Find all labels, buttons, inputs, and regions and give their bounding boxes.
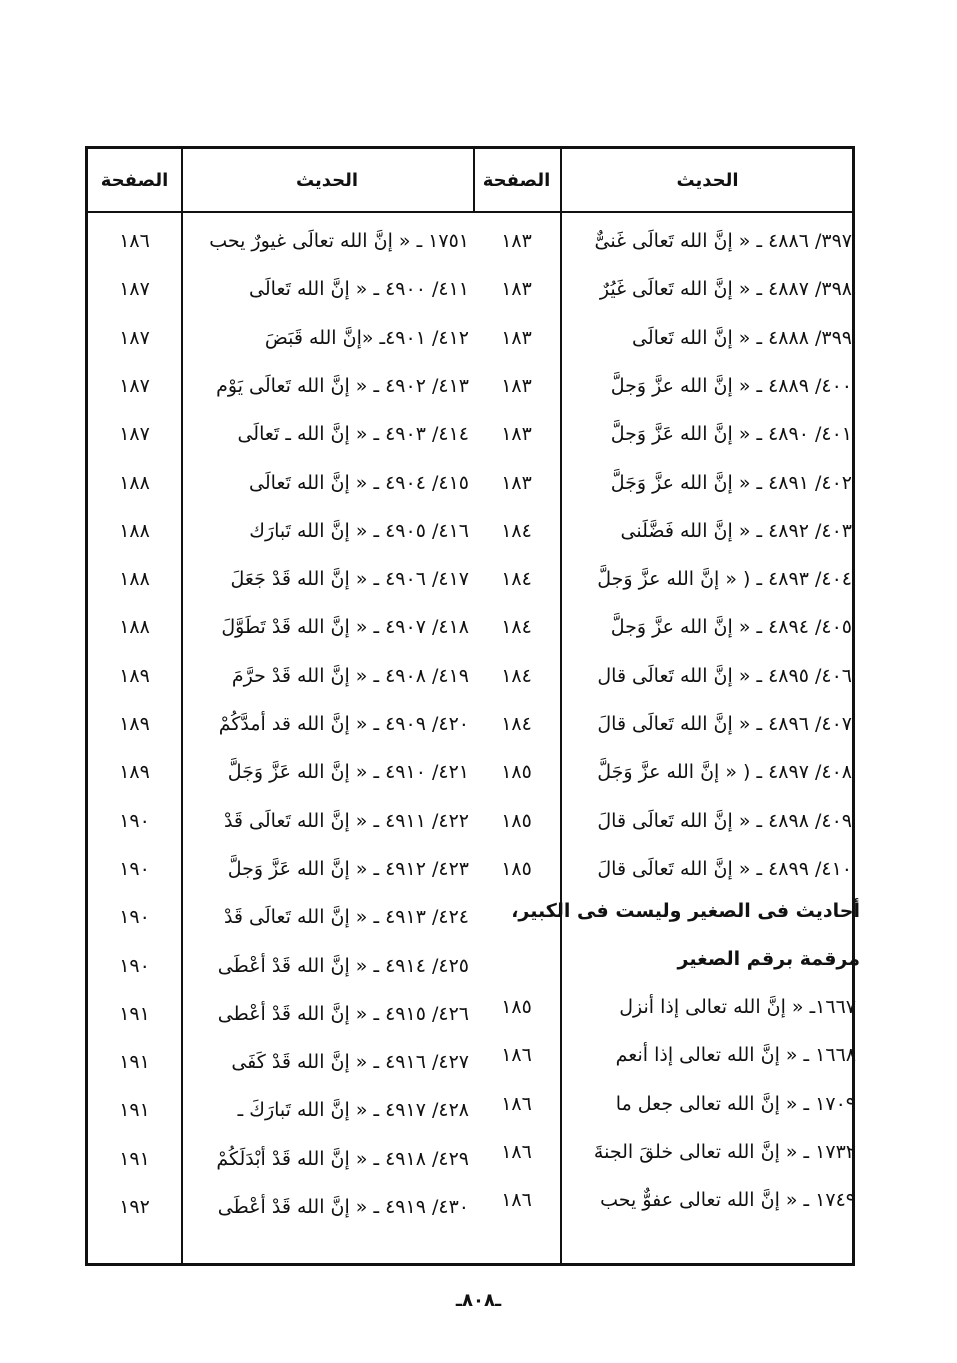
left-page-number: ١٩٠ <box>119 809 150 832</box>
right-page-number: ١٨٤ <box>501 616 532 639</box>
right-hadith-entry: ٣٩٩/ ٤٨٨٨ ـ « إنَّ الله تَعالَى <box>632 326 852 349</box>
left-hadith-entry: ١٧٥١ ـ « إنَّ الله تعالَى غيورٌ يحب <box>209 230 469 252</box>
right-page-number: ١٨٤ <box>501 664 532 687</box>
right-hadith-entry: ٤٠٠/ ٤٨٨٩ ـ « إنَّ الله عزَّ وَجلَّ <box>610 374 852 397</box>
right-page-number: ١٨٣ <box>501 230 532 252</box>
right-hadith-entry: ٤٠٧/ ٤٨٩٦ ـ « إنَّ الله تَعالَى قالَ <box>597 713 852 735</box>
right-hadith-entry: ٤١٠/ ٤٨٩٩ ـ « إنَّ الله تَعالَى قالَ <box>597 857 852 880</box>
left-hadith-entry: ٤١١/ ٤٩٠٠ ـ « إنَّ الله تَعالَى <box>249 278 469 301</box>
right-page-number: ١٨٤ <box>501 519 532 542</box>
right-page-number: ١٨٣ <box>501 278 532 301</box>
header-left-page: الصفحة <box>100 169 169 191</box>
left-hadith-entry: ٤٢٩/ ٤٩١٨ ـ « إنَّ الله قَدْ أبْدَلَكُمْ <box>216 1147 469 1170</box>
right-page-number: ١٨٦ <box>501 1044 532 1067</box>
section-title-line2: مرقمة برقم الصغير <box>677 948 860 970</box>
left-hadith-entry: ٤٢٣/ ٤٩١٢ ـ « إنَّ الله عَزَّ وَجلَّ <box>227 857 469 880</box>
right-hadith-entry: ٤٠٤/ ٤٨٩٣ ـ ( « إنَّ الله عزَّ وَجلَّ <box>597 568 852 591</box>
left-page-number: ١٩١ <box>119 1002 150 1025</box>
right-hadith-entry: ١٧٣٢ ـ « إنَّ الله تعالى خلقَ الجنةَ <box>593 1140 856 1163</box>
left-page-number: ١٨٦ <box>119 230 150 252</box>
left-hadith-entry: ٤٢٤/ ٤٩١٣ ـ « إنَّ الله تَعالَى قَدْ <box>223 906 469 929</box>
right-hadith-entry: ٤٠٨/ ٤٨٩٧ ـ ( « إنَّ الله عزَّ وَجَلَّ <box>597 761 852 784</box>
left-page-number: ١٨٨ <box>119 471 150 494</box>
right-hadith-entry: ١٦٦٧ـ « إنَّ الله تعالى إذا أنزل <box>619 996 856 1018</box>
left-page-number: ١٨٨ <box>119 568 150 591</box>
header-right-page: الصفحة <box>482 169 551 191</box>
left-page-number: ١٨٨ <box>119 519 150 542</box>
right-hadith-entry: ٤٠٩/ ٤٨٩٨ ـ « إنَّ الله تَعالَى قالَ <box>597 809 852 832</box>
header-divider <box>85 211 855 213</box>
right-page-number: ١٨٣ <box>501 374 532 397</box>
right-hadith-entry: ١٧٤٩ ـ « إنَّ الله تعالى عفوٌّ يحب <box>600 1189 856 1212</box>
column-divider-right-page <box>560 146 562 1266</box>
left-hadith-entry: ٤١٩/ ٤٩٠٨ ـ « إنَّ الله قَدْ حرَّمَ <box>231 664 469 687</box>
left-hadith-entry: ٤٢٦/ ٤٩١٥ ـ « إنَّ الله قَدْ أعْطى <box>217 1002 469 1025</box>
left-hadith-entry: ٤١٨/ ٤٩٠٧ ـ « إنَّ الله قَدْ تَطَوَّلَ <box>221 616 469 639</box>
right-page-number: ١٨٣ <box>501 326 532 349</box>
header-left-hadith: الحديث <box>295 169 359 191</box>
right-hadith-entry: ٣٩٨/ ٤٨٨٧ ـ « إنَّ الله تَعالَى غَيُرٌ <box>599 278 852 301</box>
left-hadith-entry: ٤١٣/ ٤٩٠٢ ـ « إنَّ الله تَعالَى يَوْم <box>216 374 469 397</box>
right-page-number: ١٨٥ <box>501 809 532 832</box>
right-hadith-entry: ٣٩٧/ ٤٨٨٦ ـ « إنَّ الله تَعالَى غَنىٌّ <box>594 230 852 252</box>
left-hadith-entry: ٤١٦/ ٤٩٠٥ ـ « إنَّ الله تَبارَك <box>249 519 469 542</box>
left-hadith-entry: ٤٢١/ ٤٩١٠ ـ « إنَّ الله عَزَّ وَجَلَّ <box>227 761 469 784</box>
right-hadith-entry: ١٧٠٩ ـ « إنَّ الله تعالى جعل ما <box>615 1092 856 1115</box>
left-page-number: ١٩٠ <box>119 906 150 929</box>
left-page-number: ١٨٧ <box>119 326 150 349</box>
right-page-number: ١٨٦ <box>501 1189 532 1212</box>
left-hadith-entry: ٤٢٠/ ٤٩٠٩ ـ « إنَّ الله قد أمدَّكُمْ <box>218 713 469 735</box>
left-page-number: ١٨٨ <box>119 616 150 639</box>
left-page-number: ١٨٩ <box>119 664 150 687</box>
left-page-number: ١٨٩ <box>119 713 150 735</box>
left-page-number: ١٩١ <box>119 1147 150 1170</box>
left-page-number: ١٨٧ <box>119 423 150 446</box>
right-page-number: ١٨٥ <box>501 761 532 784</box>
right-hadith-entry: ٤٠٦/ ٤٨٩٥ ـ « إنَّ الله تَعالَى قال <box>597 664 852 687</box>
column-divider-left-page <box>181 146 183 1266</box>
left-hadith-entry: ٤١٧/ ٤٩٠٦ ـ « إنَّ الله قَدْ جَعَلَ <box>230 568 469 591</box>
right-page-number: ١٨٤ <box>501 713 532 735</box>
right-hadith-entry: ٤٠٣/ ٤٨٩٢ ـ « إنَّ الله فَضَّلَنى <box>620 519 852 542</box>
right-page-number: ١٨٤ <box>501 568 532 591</box>
section-title-line1: أحاديث فى الصغير وليست فى الكبير، <box>511 900 860 922</box>
left-page-number: ١٨٧ <box>119 278 150 301</box>
left-page-number: ١٩٢ <box>119 1196 150 1218</box>
left-page-number: ١٩١ <box>119 1051 150 1074</box>
left-hadith-entry: ٤١٢/ ٤٩٠١ـ «إنَّ الله قَبَضَ <box>264 326 469 349</box>
left-page-number: ١٨٩ <box>119 761 150 784</box>
left-hadith-entry: ٤٢٧/ ٤٩١٦ ـ « إنَّ الله قَدْ كَفَى <box>231 1051 469 1074</box>
left-hadith-entry: ٤١٤/ ٤٩٠٣ ـ « إنَّ الله ـ تَعالَى <box>237 423 469 446</box>
left-hadith-entry: ٤١٥/ ٤٩٠٤ ـ « إنَّ الله تَعالَى <box>249 471 469 494</box>
right-page-number: ١٨٣ <box>501 471 532 494</box>
right-hadith-entry: ١٦٦٨ ـ « إنَّ الله تعالى إذا أنعم <box>615 1044 856 1067</box>
header-right-hadith: الحديث <box>676 169 739 191</box>
right-hadith-entry: ٤٠٢/ ٤٨٩١ ـ « إنَّ الله عزَّ وَجَلَّ <box>610 471 852 494</box>
right-hadith-entry: ٤٠١/ ٤٨٩٠ ـ « إنَّ الله عَزَّ وَجلَّ <box>610 423 852 446</box>
left-page-number: ١٩٠ <box>119 954 150 977</box>
left-hadith-entry: ٤٢٢/ ٤٩١١ ـ « إنَّ الله تَعالَى قَدْ <box>223 809 469 832</box>
right-page-number: ١٨٦ <box>501 1092 532 1115</box>
page-number: ـ٨٠٨ـ <box>455 1290 502 1311</box>
right-page-number: ١٨٥ <box>501 996 532 1018</box>
left-hadith-entry: ٤٢٨/ ٤٩١٧ ـ « إنَّ الله تَبارَكَ ـ <box>237 1099 469 1122</box>
right-page-number: ١٨٣ <box>501 423 532 446</box>
right-page-number: ١٨٥ <box>501 857 532 880</box>
right-page-number: ١٨٦ <box>501 1140 532 1163</box>
left-hadith-entry: ٤٢٥/ ٤٩١٤ ـ « إنَّ الله قَدْ أعْطَى <box>217 954 469 977</box>
left-page-number: ١٩١ <box>119 1099 150 1122</box>
left-page-number: ١٩٠ <box>119 857 150 880</box>
left-hadith-entry: ٤٣٠/ ٤٩١٩ ـ « إنَّ الله قَدْ أعْطَى <box>217 1196 469 1218</box>
left-page-number: ١٨٧ <box>119 374 150 397</box>
right-hadith-entry: ٤٠٥/ ٤٨٩٤ ـ « إنَّ الله عزَّ وَجلَّ <box>610 616 852 639</box>
